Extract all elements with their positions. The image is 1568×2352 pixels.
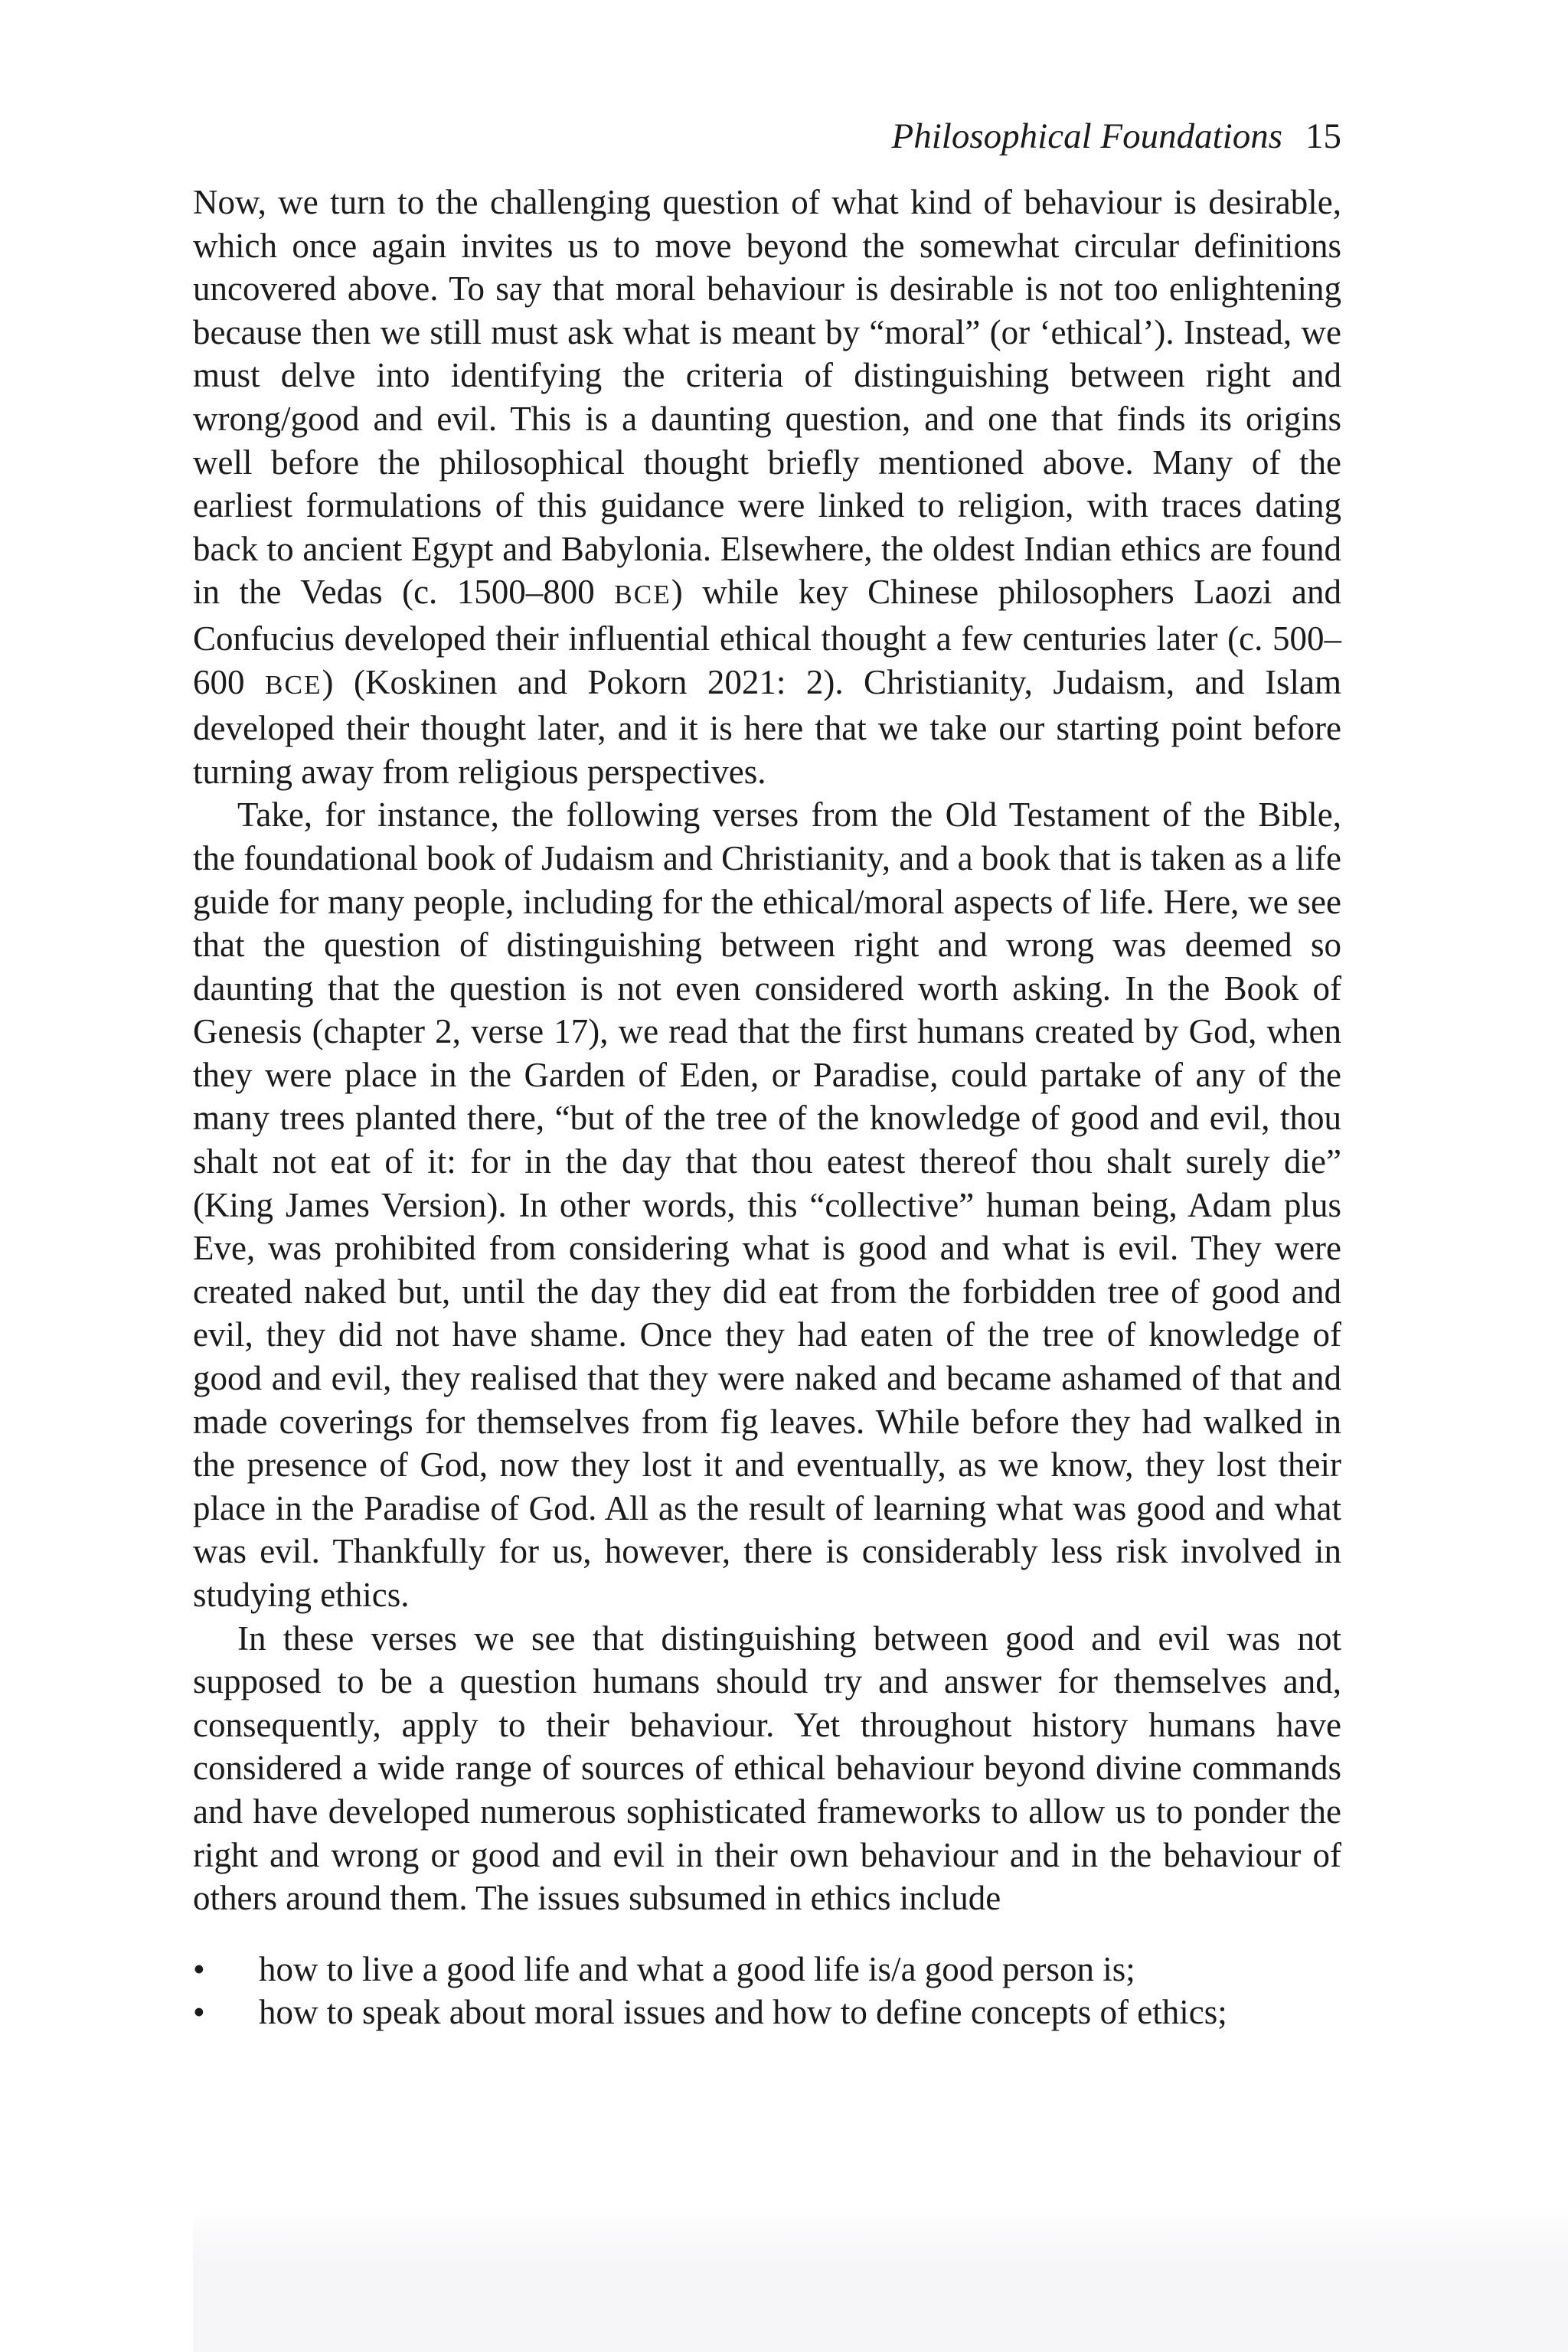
bullet-text: how to live a good life and what a good life is/a good person is; (259, 1949, 1135, 1988)
bullet-list (193, 1948, 1341, 2034)
bullet-item (193, 1948, 1341, 1991)
bullet-icon: • (193, 1949, 205, 1988)
paragraph-1-text-a: Now, we turn to the challenging question of what kind of behaviour is desirable, which once again invites us to move beyond the somewhat circular definitions uncovered above. To say that moral behaviour is desirable is not too enlightening because then we still must ask what is meant by “moral” (or ‘ethical’). Instead, we must delve into identifying the criteria of distinguishing between right and wrong/good and evil. This is a daunting question, and one that finds its origins well before the philosophical thought briefly mentioned above. Many of the earliest formulations of this guidance were linked to religion, with traces dating back to ancient Egypt and Babylonia. Elsewhere, the oldest Indian ethics are found in the Vedas (c. 1500–800 (193, 183, 1341, 612)
paragraph-3: In these verses we see that distinguishing between good and evil was not supposed to be a question humans should try and answer for themselves and, consequently, apply to their behaviour. Yet throughout history humans have considered a wide range of sources of ethical behaviour beyond divine commands and have developed numerous sophisticated frameworks to allow us to ponder the right and wrong or good and evil in their own behaviour and in the behaviour of others around them. The issues subsumed in ethics include (193, 1619, 1341, 1918)
paragraph-1-text-b: ) while key Chinese philosophers Laozi and Confucius developed their influential ethical thought a few centuries later (c. 500–600 (193, 573, 1341, 701)
paragraph-1 (193, 181, 1341, 793)
running-head (193, 113, 1341, 159)
body-text (193, 181, 1341, 2034)
bullet-icon: • (193, 1993, 205, 2032)
era-label: BCE (264, 669, 322, 700)
paragraph-2: Take, for instance, the following verses from the Old Testament of the Bible, the foundational book of Judaism and Christianity, and a book that is taken as a life guide for many people, including for the ethical/moral aspects of life. Here, we see that the question of distinguishing between right and wrong was deemed so daunting that the question is not even considered worth asking. In the Book of Genesis (chapter 2, verse 17), we read that the first humans created by God, when they were place in the Garden of Eden, or Paradise, could partake of any of the many trees planted there, “but of the tree of the knowledge of good and evil, thou shalt not eat of it: for in the day that thou eatest thereof thou shalt surely die” (King James Version). In other words, this “collective” human being, Adam plus Eve, was prohibited from considering what is good and what is evil. They were created naked but, until the day they did eat from the forbidden tree of good and evil, they did not have shame. Once they had eaten of the tree of knowledge of good and evil, they realised that they were naked and became ashamed of that and made coverings for themselves from fig leaves. While before they had walked in the presence of God, now they lost it and eventually, as we know, they lost their place in the Paradise of God. All as the result of learning what was good and what was evil. Thankfully for us, however, there is considerably less risk involved in studying ethics. (193, 795, 1341, 1614)
page-bottom-shade (193, 2205, 1568, 2352)
bullet-text: how to speak about moral issues and how to define concepts of ethics; (259, 1993, 1227, 2032)
running-head-title: Philosophical Foundations (891, 116, 1282, 156)
page-number: 15 (1305, 116, 1341, 156)
paragraph-1-text-c: ) (Koskinen and Pokorn 2021: 2). Christianity, Judaism, and Islam developed their thought later, and it is here that we take our starting point before turning away from religious perspectives. (193, 662, 1341, 791)
bullet-item (193, 1991, 1341, 2034)
era-label: BCE (614, 580, 671, 610)
